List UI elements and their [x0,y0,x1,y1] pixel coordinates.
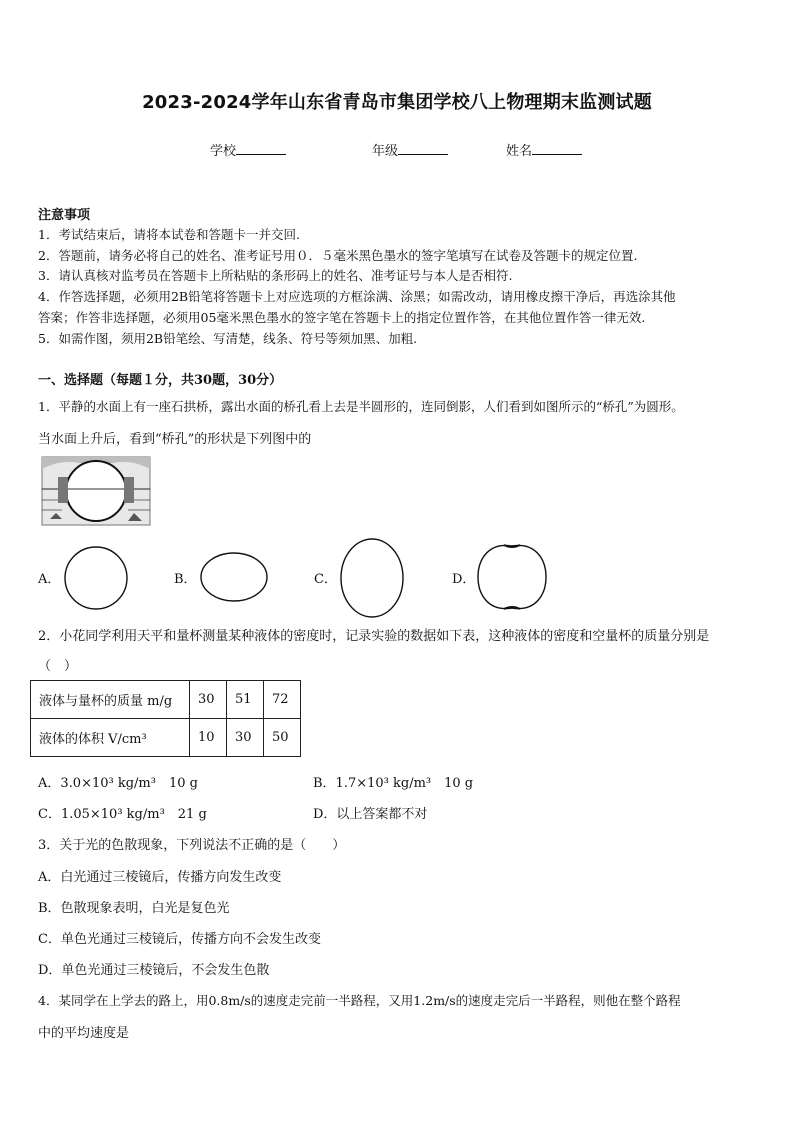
notice-item: 1．考试结束后，请将本试卷和答题卡一并交回. [38,227,300,242]
bridge-figure [40,455,152,527]
question-2-option-d: D．以上答案都不对 [313,807,428,822]
question-2-option-b: B．1.7×10³ kg/m³ 10 g [313,776,474,791]
option-b-flat-ellipse-shape [198,551,270,603]
table-row [31,681,301,719]
table-cell: 30 [227,719,264,757]
school-blank [236,142,286,155]
question-1-line-1: 1．平静的水面上有一座石拱桥，露出水面的桥孔看上去是半圆形的，连同倒影，人们看到如图所示的“桥孔”为圆形。 [38,399,684,414]
grade-field [372,140,448,159]
table-row-label: 液体与量杯的质量 m/g [31,681,190,719]
name-blank [532,142,582,155]
table-cell: 51 [227,681,264,719]
notice-item: 答案；作答非选择题，必须用05毫米黑色墨水的签字笔在答题卡上的指定位置作答，在其他位置作答一律无效. [38,310,646,325]
question-3-stem: 3．关于光的色散现象，下列说法不正确的是（ ） [38,838,346,853]
option-d-label: D． [452,572,476,587]
option-b-label: B． [174,572,197,587]
option-a-label: A． [38,572,61,587]
grade-label: 年级 [372,144,399,159]
table-row [31,719,301,757]
question-2-option-a: A．3.0×10³ kg/m³ 10 g [38,776,198,791]
school-label: 学校 [210,144,237,159]
measurement-table [30,680,301,757]
name-label: 姓名 [506,144,533,159]
notice-heading: 注意事项 [38,208,91,223]
notice-item: 4．作答选择题，必须用2B铅笔将答题卡上对应选项的方框涂满、涂黑；如需改动，请用橡皮擦干净后，再选涂其他 [38,289,676,304]
question-2-option-c: C．1.05×10³ kg/m³ 21 g [38,807,207,822]
option-c-tall-ellipse-shape [336,536,408,620]
notice-item: 2．答题前，请务必将自己的姓名、准考证号用０．５毫米黑色墨水的签字笔填写在试卷及答题卡的规定位置. [38,248,638,263]
school-field [210,140,286,159]
table-cell: 10 [190,719,227,757]
question-4-line-2: 中的平均速度是 [38,1026,130,1041]
section-heading: 一、选择题（每题１分，共30题，30分） [38,373,283,388]
question-3-option-c: C．单色光通过三棱镜后，传播方向不会发生改变 [38,932,321,947]
option-a-circle-shape [60,545,132,611]
question-2-line-1: 2．小花同学利用天平和量杯测量某种液体的密度时，记录实验的数据如下表，这种液体的密度和空量杯的质量分别是 [38,629,710,644]
question-3-option-d: D．单色光通过三棱镜后，不会发生色散 [38,963,270,978]
table-row-label: 液体的体积 V/cm³ [31,719,190,757]
table-cell: 30 [190,681,227,719]
grade-blank [398,142,448,155]
table-cell: 72 [264,681,301,719]
option-c-label: C． [314,572,337,587]
table-cell: 50 [264,719,301,757]
question-3-option-a: A．白光通过三棱镜后，传播方向发生改变 [38,870,282,885]
option-d-pinched-circle-shape [474,540,550,614]
question-4-line-1: 4．某同学在上学去的路上，用0.8m/s的速度走完前一半路程，又用1.2m/s的速度走完后一半路程，则他在整个路程 [38,993,681,1008]
page-title: 2023-2024学年山东省青岛市集团学校八上物理期末监测试题 [142,92,652,113]
notice-item: 3．请认真核对监考员在答题卡上所粘贴的条形码上的姓名、准考证号与本人是否相符. [38,268,513,283]
question-2-line-2: （ ） [38,659,78,674]
question-1-line-2: 当水面上升后，看到“桥孔”的形状是下列图中的 [38,432,312,447]
question-3-option-b: B．色散现象表明，白光是复色光 [38,901,230,916]
name-field [506,140,582,159]
notice-item: 5．如需作图，须用2B铅笔绘、写清楚，线条、符号等须加黑、加粗. [38,331,418,346]
